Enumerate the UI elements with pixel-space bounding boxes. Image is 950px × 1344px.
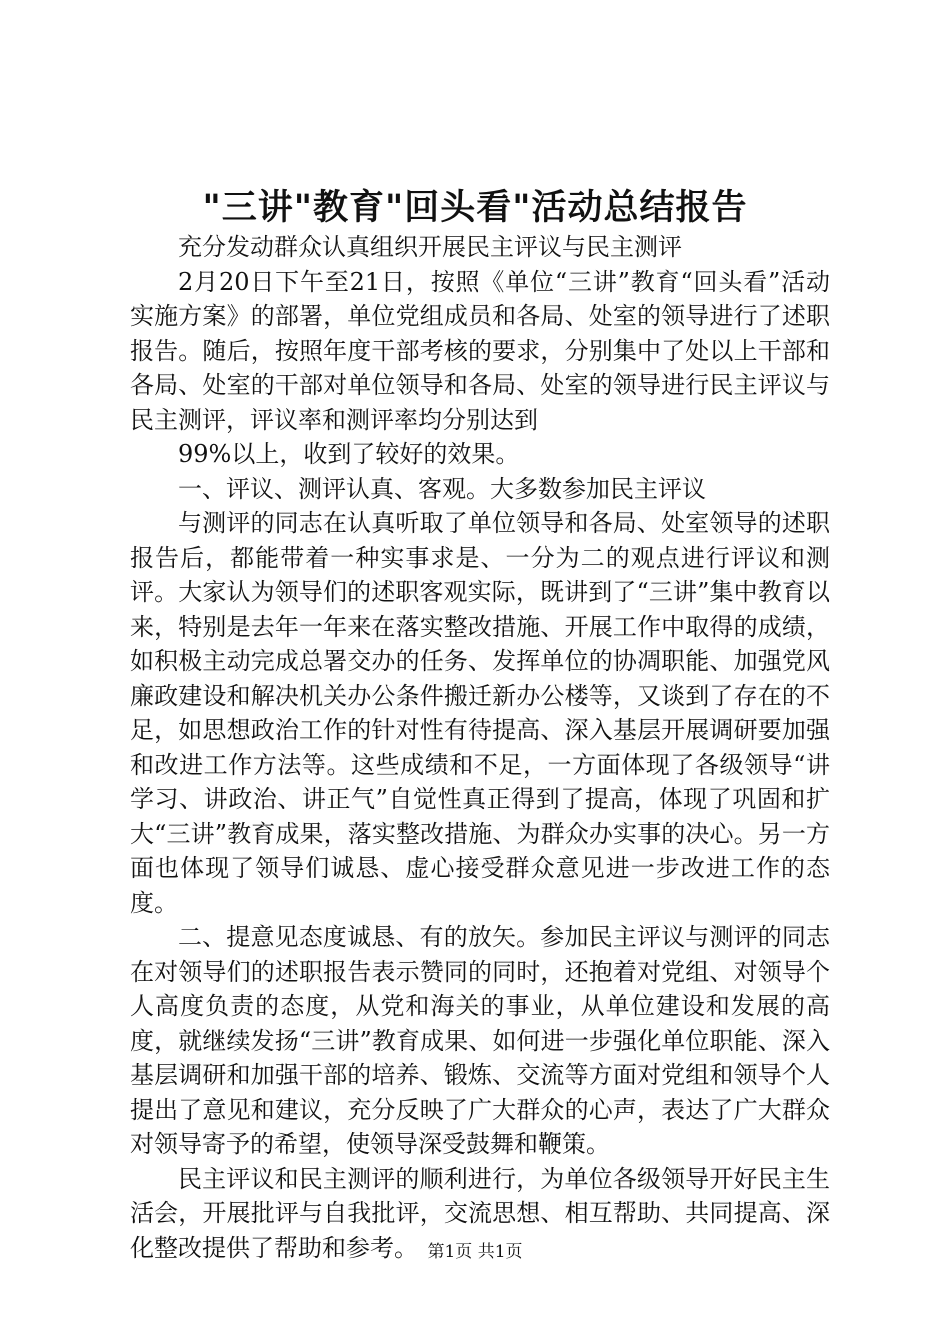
paragraph: 二、提意见态度诚恳、有的放矢。参加民主评议与测评的同志在对领导们的述职报告表示赞同的同时，还抱着对党组、对领导个人高度负责的态度，从党和海关的事业，从单位建设和发展的高度，就继续发扬“三讲”教育成果、如何进一步强化单位职能、深入基层调研和加强干部的培养、锻炼、交流等方面对党组和领导个人提出了意见和建议，充分反映了广大群众的心声，表达了广大群众对领导寄予的希望，使领导深受鼓舞和鞭策。 [130,923,830,1158]
paragraph-subtitle: 充分发动群众认真组织开展民主评议与民主测评 [178,233,682,261]
document-title: "三讲"教育"回头看"活动总结报告 [202,188,748,228]
paragraph: 民主评议和民主测评的顺利进行，为单位各级领导开好民主生活会，开展批评与自我批评，交流思想、相互帮助、共同提高、深化整改提供了帮助和参考。 [130,1164,830,1262]
section-heading: 一、评议、测评认真、客观。大多数参加民主评议 [178,474,706,503]
paragraph: 99%以上，收到了较好的效果。 [178,440,520,468]
paragraph: 2月20日下午至21日，按照《单位“三讲”教育“回头看”活动实施方案》的部署，单位党组成员和各局、处室的领导进行了述职报告。随后，按照年度干部考核的要求，分别集中了处以上干部和各局、处室的干部对单位领导和各局、处室的领导进行民主评议与民主测评，评议率和测评率均分别达到 [130,267,830,434]
document-body [130,230,830,1265]
paragraph: 与测评的同志在认真听取了单位领导和各局、处室领导的述职报告后，都能带着一种实事求是、一分为二的观点进行评议和测评。大家认为领导们的述职客观实际，既讲到了“三讲”集中教育以来，特别是去年一年来在落实整改措施、开展工作中取得的成绩，如积极主动完成总署交办的任务、发挥单位的协凋职能、加强党风廉政建设和解决机关办公条件搬迁新办公楼等，又谈到了存在的不足，如思想政治工作的针对性有待提高、深入基层开展调研要加强和改进工作方法等。这些成绩和不足，一方面体现了各级领导“讲学习、讲政治、讲正气”自觉性真正得到了提高，体现了巩固和扩大“三讲”教育成果，落实整改措施、为群众办实事的决心。另一方面也体现了领导们诚恳、虚心接受群众意见进一步改进工作的态度。 [130,509,830,917]
page-footer: 第1页 共1页 [427,1242,523,1262]
